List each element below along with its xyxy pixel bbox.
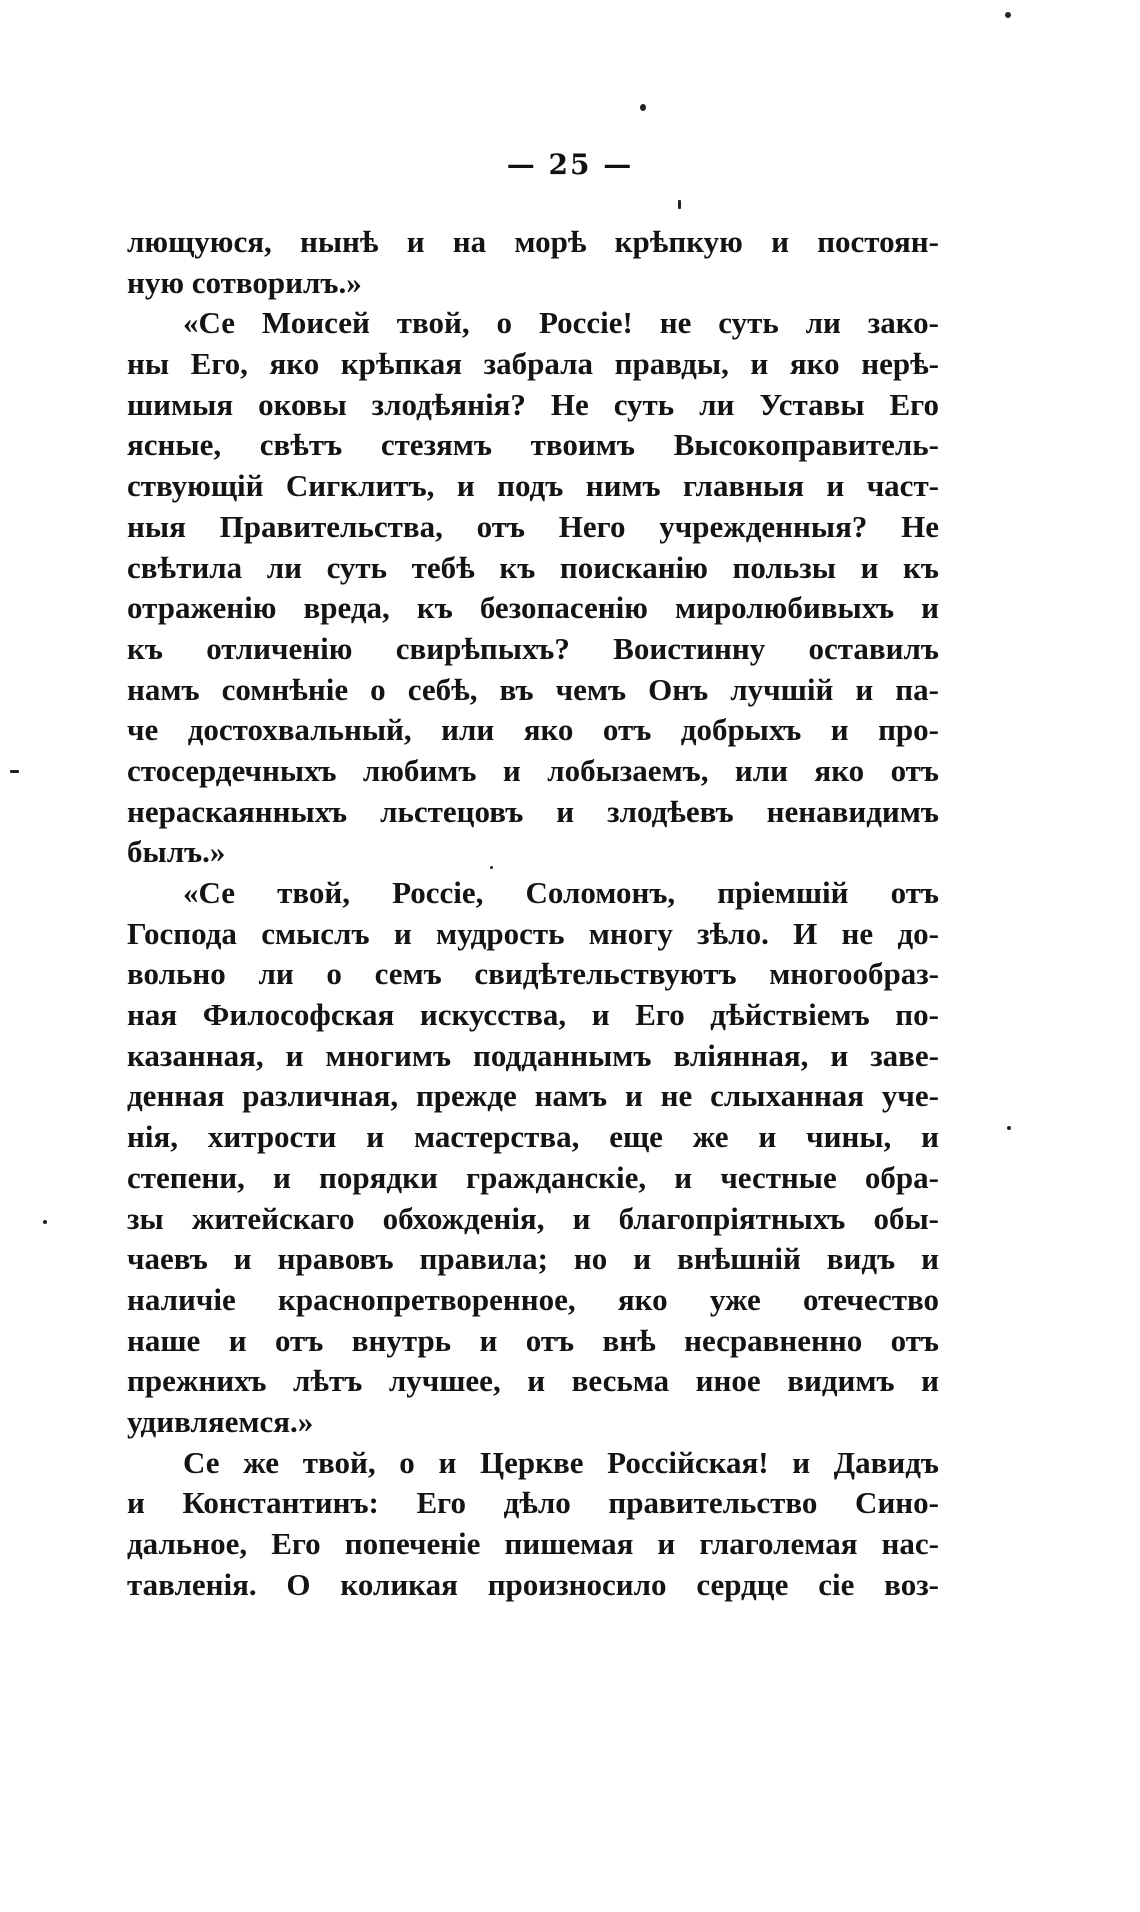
text-line: Се же твой, о и Церкве Россійская! и Давидъ (183, 1444, 939, 1480)
text-line: ствующій Сигклитъ, и подъ нимъ главныя и част- (127, 468, 939, 504)
text-line: стосердечныхъ любимъ и лобызаемъ, или яко отъ (127, 752, 939, 788)
text-line: отраженію вреда, къ безопасенію миролюбивыхъ и (127, 590, 939, 626)
text-line: прежнихъ лѣтъ лучшее, и весьма иное видимъ и (127, 1363, 939, 1399)
text-line: нія, хитрости и мастерства, еще же и чины, и (127, 1119, 939, 1155)
text-line: шимыя оковы злодѣянія? Не суть ли Уставы Его (127, 386, 939, 422)
text-line: вольно ли о семъ свидѣтельствуютъ многообраз- (127, 956, 939, 992)
text-line: свѣтила ли суть тебѣ къ поисканію пользы и къ (127, 549, 939, 585)
text-line: че достохвальный, или яко отъ добрыхъ и про- (127, 712, 939, 748)
page-number: — 25 — (506, 148, 634, 181)
text-line: и Константинъ: Его дѣло правительство Сино- (127, 1485, 939, 1521)
text-line: зы житейскаго обхожденія, и благопріятныхъ обы- (127, 1200, 939, 1236)
scan-speck (640, 104, 646, 111)
text-line: ная Философская искусства, и Его дѣйствіемъ по- (127, 997, 939, 1033)
scan-speck (43, 1220, 47, 1224)
scan-speck (1005, 12, 1011, 18)
text-line: наше и отъ внутрь и отъ внѣ несравненно отъ (127, 1322, 939, 1358)
scan-speck (678, 200, 681, 209)
text-line: дальное, Его попеченіе пишемая и глаголемая нас- (127, 1526, 939, 1561)
text-line: удивляемся.» (127, 1403, 314, 1439)
text-line: Господа смыслъ и мудрость многу зѣло. И не до- (127, 915, 939, 951)
text-line: тавленія. О коликая произносило сердце сіе воз- (127, 1566, 939, 1602)
body-text (127, 222, 939, 1605)
text-line: «Се Моисей твой, о Россіе! не суть ли зако- (183, 305, 939, 341)
text-line: ны Его, яко крѣпкая забрала правды, и яко нерѣ- (127, 346, 939, 382)
text-line: ясные, свѣтъ стезямъ твоимъ Высокоправитель- (127, 427, 939, 463)
scan-speck (10, 770, 19, 773)
text-line: степени, и порядки гражданскіе, и честные обра- (127, 1159, 939, 1195)
text-line: ныя Правительства, отъ Него учрежденныя? Не (127, 508, 939, 544)
text-line: намъ сомнѣніе о себѣ, въ чемъ Онъ лучшій и па- (127, 671, 939, 707)
text-line: ную сотворилъ.» (127, 264, 362, 300)
scan-speck (1007, 1126, 1011, 1130)
text-line: казанная, и многимъ подданнымъ вліянная, и заве- (127, 1037, 939, 1073)
text-line: «Се твой, Россіе, Соломонъ, пріемшій отъ (183, 875, 939, 910)
text-line: денная различная, прежде намъ и не слыханная уче- (127, 1078, 939, 1114)
text-line: къ отличенію свирѣпыхъ? Воистинну оставилъ (127, 630, 939, 666)
text-line: чаевъ и нравовъ правила; но и внѣшній видъ и (127, 1241, 939, 1277)
text-line: лющуюся, нынѣ и на морѣ крѣпкую и постоян- (127, 224, 939, 259)
text-line: наличіе краснопретворенное, яко уже отечество (127, 1281, 939, 1317)
text-line: былъ.» (127, 834, 226, 870)
scan-speck (490, 866, 493, 869)
text-line: нераскаянныхъ льстецовъ и злодѣевъ ненавидимъ (127, 793, 939, 829)
